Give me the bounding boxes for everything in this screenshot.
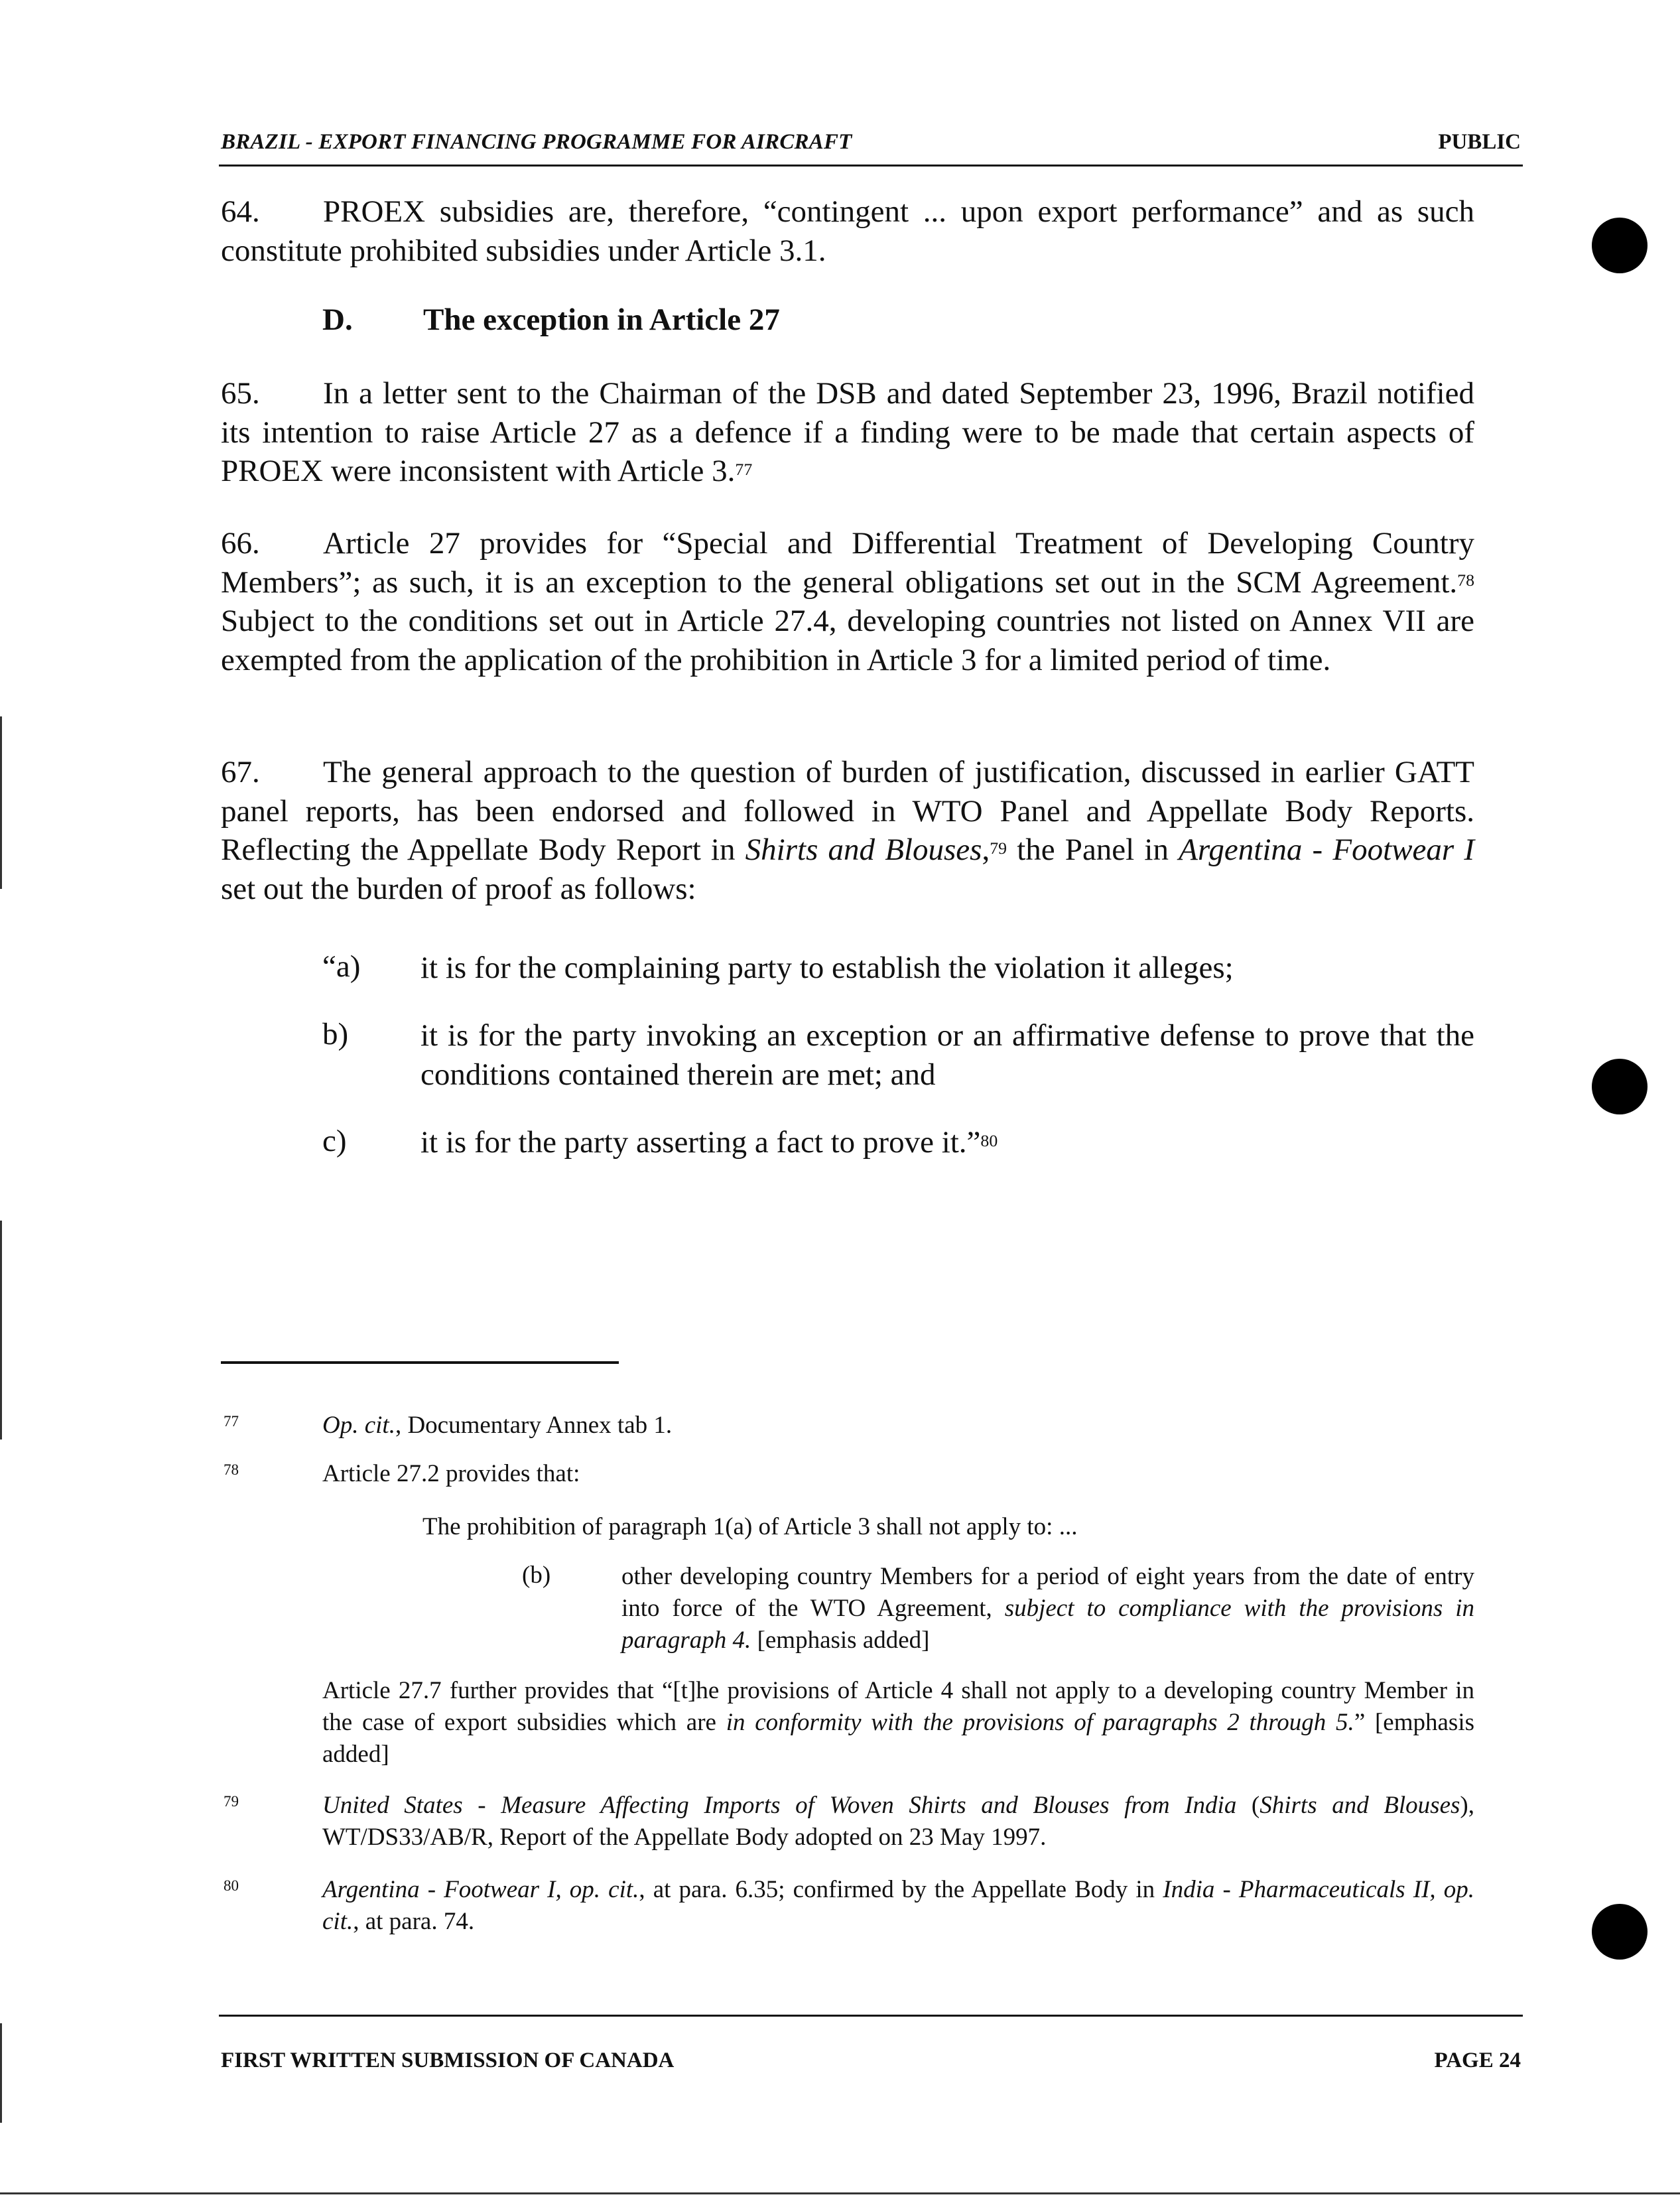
para-text: Article 27.7 further provides that “[t]he provisions of Article 4 shall not apply to a developing country Member in the case of export subsidies which are — [322, 1677, 1474, 1736]
footnote-number-78: 78 — [224, 1461, 239, 1478]
list-label-b: b) — [322, 1017, 349, 1051]
list-label-a: “a) — [322, 949, 361, 984]
running-header-title: BRAZIL - EXPORT FINANCING PROGRAMME FOR AIRCRAFT — [221, 130, 852, 154]
footnote-78-sub-text — [621, 1561, 1474, 1656]
paragraph-text-end: set out the burden of proof as follows: — [221, 871, 696, 906]
footnote-ref-79[interactable]: 79 — [990, 838, 1007, 858]
footnote-text: , Documentary Annex tab 1. — [395, 1412, 673, 1439]
scan-edge-mark — [0, 2023, 2, 2123]
footnote-78-intro: Article 27.2 provides that: — [322, 1460, 580, 1487]
paragraph-65 — [221, 374, 1474, 491]
sub-text: other developing country Members for a period of eight years from the date of entry into force of the WTO Agreement, — [621, 1563, 1474, 1622]
footnote-text-end: , at para. 74. — [353, 1908, 475, 1935]
paragraph-text: In a letter sent to the Chairman of the DSB and dated September 23, 1996, Brazil notified its intention to raise Article 27 as a defence if a finding were to be made that certain aspects of PROEX were inconsistent with Article 3. — [221, 376, 1474, 488]
list-item-text: it is for the party asserting a fact to prove it.” — [420, 1125, 981, 1160]
classification-label: PUBLIC — [1438, 130, 1521, 154]
para-text-tail: ” [emphasis added] — [322, 1709, 1475, 1768]
sub-text-italic: subject to compliance with the provisions in paragraph 4. — [621, 1595, 1474, 1654]
paragraph-67 — [221, 753, 1474, 908]
paragraph-text-cont: Subject to the conditions set out in Article 27.4, developing countries not listed on Annex VII are exempted from the application of the prohibition in Article 3 for a limited period of time. — [221, 604, 1474, 677]
footnote-italic: Op. cit. — [322, 1412, 395, 1439]
scan-edge-mark — [0, 1221, 2, 1440]
footnote-italic-short: Shirts and Blouses — [1260, 1792, 1460, 1819]
section-letter: D. — [322, 302, 353, 337]
header-rule — [219, 165, 1523, 167]
paragraph-number: 67. — [221, 755, 260, 789]
list-item-c — [420, 1123, 1474, 1162]
scan-bottom-edge — [0, 2192, 1680, 2194]
footnote-italic: United States - Measure Affecting Imports of Woven Shirts and Blouses from India — [322, 1792, 1237, 1819]
paragraph-text-cont: the Panel in — [1007, 833, 1179, 867]
footnote-number-77: 77 — [224, 1413, 239, 1430]
case-name-italic: Argentina - Footwear I — [1179, 833, 1474, 867]
scan-edge-mark — [0, 716, 2, 889]
paren-open: ( — [1236, 1792, 1260, 1819]
footnote-separator — [221, 1361, 619, 1364]
comma: , — [982, 833, 990, 867]
list-item-a: it is for the complaining party to establish the violation it alleges; — [420, 951, 1234, 985]
footnote-ref-77[interactable]: 77 — [735, 459, 753, 479]
case-name-italic: Shirts and Blouses — [745, 833, 982, 867]
footnote-number-80: 80 — [224, 1877, 239, 1894]
footnote-number-79: 79 — [224, 1793, 239, 1810]
footnote-79 — [322, 1790, 1474, 1853]
page-number: PAGE 24 — [1434, 2048, 1521, 2072]
paragraph-text: The general approach to the question of burden of justification, discussed in earlier GATT panel reports, has been endorsed and followed in WTO Panel and Appellate Body Reports. Reflecting the Appellate Body Report in — [221, 755, 1474, 867]
footnote-italic: Argentina - Footwear I, op. cit. — [322, 1876, 639, 1903]
paragraph-text: Article 27 provides for “Special and Differential Treatment of Developing Country Members”; as such, it is an exception to the general obligations set out in the SCM Agreement. — [221, 526, 1474, 600]
list-item-b: it is for the party invoking an exception or an affirmative defense to prove that the conditions contained therein are met; and — [420, 1018, 1474, 1092]
sub-text-tail: [emphasis added] — [751, 1627, 930, 1654]
running-footer-title: FIRST WRITTEN SUBMISSION OF CANADA — [221, 2048, 675, 2072]
footnote-italic-b: India - Pharmaceuticals II, op. cit. — [322, 1876, 1474, 1935]
footnote-text: , at para. 6.35; confirmed by the Appellate Body in — [639, 1876, 1163, 1903]
footnote-78-sub-label: (b) — [522, 1562, 551, 1589]
section-heading-d — [322, 302, 780, 338]
footnote-78-para — [322, 1675, 1474, 1771]
footer-rule — [219, 2015, 1523, 2017]
list-label-c: c) — [322, 1124, 347, 1158]
para-text-italic: in conformity with the provisions of paragraphs 2 through 5. — [726, 1709, 1354, 1736]
paragraph-66 — [221, 524, 1474, 679]
paragraph-number: 64. — [221, 194, 260, 229]
punch-hole-bottom — [1592, 1904, 1648, 1960]
footnote-ref-80[interactable]: 80 — [980, 1130, 998, 1150]
paragraph-number: 66. — [221, 526, 260, 561]
paragraph-64 — [221, 192, 1474, 270]
punch-hole-top — [1592, 218, 1648, 273]
footnote-78-quote: The prohibition of paragraph 1(a) of Article 3 shall not apply to: ... — [422, 1513, 1078, 1540]
footnote-80 — [322, 1874, 1474, 1938]
paren-close: ), — [1460, 1792, 1474, 1819]
footnote-ref-78[interactable]: 78 — [1457, 570, 1474, 590]
footnote-77 — [322, 1410, 1474, 1441]
paragraph-text: PROEX subsidies are, therefore, “contingent ... upon export performance” and as such constitute prohibited subsidies under Article 3.1. — [221, 194, 1474, 268]
footnote-text: WT/DS33/AB/R, Report of the Appellate Body adopted on 23 May 1997. — [322, 1824, 1047, 1851]
section-title: The exception in Article 27 — [423, 302, 780, 337]
punch-hole-middle — [1592, 1059, 1648, 1114]
paragraph-number: 65. — [221, 376, 260, 411]
